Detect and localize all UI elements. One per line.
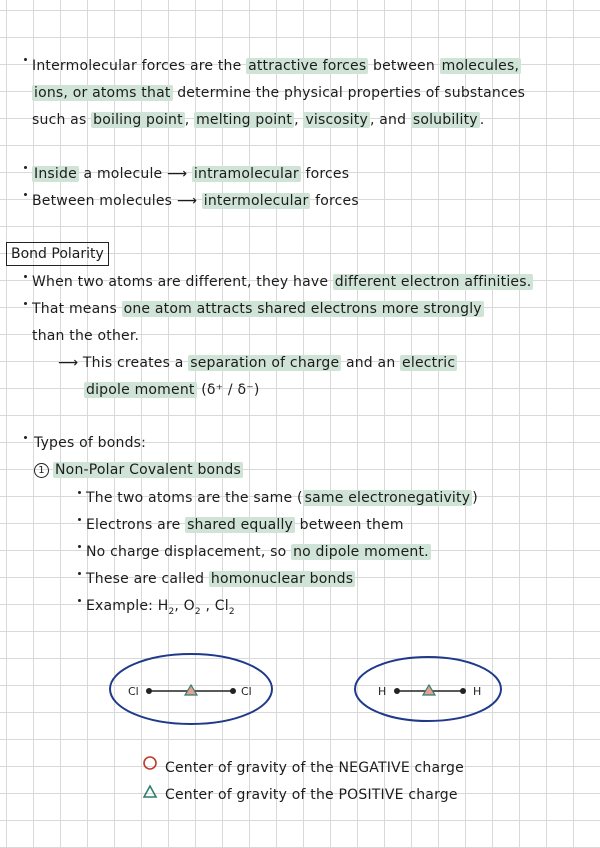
highlight: solubility xyxy=(412,112,478,128)
cl2-atom-right xyxy=(230,688,236,694)
text: When two atoms are different, they have xyxy=(32,274,333,290)
highlight: shared equally xyxy=(187,517,294,533)
highlight: Non-Polar Covalent bonds xyxy=(55,462,241,478)
text: No charge displacement, so xyxy=(86,544,292,560)
h2-atom-left xyxy=(394,688,400,694)
highlight: no dipole moment. xyxy=(293,544,429,560)
highlight: electric xyxy=(402,355,456,371)
legend-positive: Center of gravity of the POSITIVE charge xyxy=(165,787,458,803)
highlight: viscosity xyxy=(305,112,368,128)
highlight: one atom attracts shared electrons more strongly xyxy=(123,301,482,317)
text: (δ⁺ / δ⁻) xyxy=(196,382,260,398)
text: ) xyxy=(472,490,478,506)
text: Between molecules ⟶ xyxy=(32,193,202,209)
negative-circle-icon xyxy=(144,757,156,769)
subscript: 2 xyxy=(194,606,201,617)
positive-triangle-icon xyxy=(144,786,156,797)
types-title: Types of bonds: xyxy=(34,435,147,451)
highlight: intermolecular xyxy=(203,193,309,209)
text: Example: H xyxy=(86,598,169,614)
cl2-label-right: Cl xyxy=(241,685,252,698)
highlight: same electronegativity xyxy=(304,490,471,506)
text: a molecule ⟶ xyxy=(78,166,192,182)
number-circle: 1 xyxy=(34,463,49,478)
text: The two atoms are the same ( xyxy=(86,490,303,506)
highlight: intramolecular xyxy=(193,166,299,182)
text: These are called xyxy=(86,571,209,587)
positive-center-triangle-icon xyxy=(185,685,197,695)
text: , xyxy=(294,112,304,128)
subscript: 2 xyxy=(168,606,175,617)
text: and an xyxy=(341,355,401,371)
text: forces xyxy=(300,166,350,182)
text: , and xyxy=(369,112,411,128)
text: between xyxy=(368,58,440,74)
cl2-molecule xyxy=(110,654,272,724)
text: forces xyxy=(310,193,359,209)
h2-atom-right xyxy=(460,688,466,694)
positive-center-triangle-icon xyxy=(423,685,435,695)
subscript: 2 xyxy=(228,606,235,617)
highlight: dipole moment xyxy=(86,382,195,398)
highlight: melting point xyxy=(196,112,293,128)
bond-polarity-heading: Bond Polarity xyxy=(6,242,109,266)
text: , Cl xyxy=(200,598,229,614)
highlight: Inside xyxy=(34,166,77,182)
polarity-line-3: than the other. xyxy=(32,328,140,344)
h2-label-left: H xyxy=(378,685,387,698)
text: Electrons are xyxy=(86,517,186,533)
highlight: ions, or atoms that xyxy=(34,85,171,101)
highlight: attractive forces xyxy=(248,58,367,74)
text: That means xyxy=(32,301,122,317)
cl2-atom-left xyxy=(146,688,152,694)
text: , xyxy=(184,112,195,128)
highlight: homonuclear bonds xyxy=(210,571,354,587)
cl2-label-left: Cl xyxy=(128,685,139,698)
highlight: boiling point xyxy=(93,112,183,128)
highlight: different electron affinities. xyxy=(334,274,532,290)
text: such as xyxy=(32,112,92,128)
text: determine the physical properties of substances xyxy=(172,85,526,101)
h2-molecule xyxy=(355,657,501,721)
highlight: molecules, xyxy=(441,58,520,74)
text: , O xyxy=(174,598,195,614)
text: Intermolecular forces are the xyxy=(32,58,247,74)
highlight: separation of charge xyxy=(190,355,340,371)
h2-label-right: H xyxy=(473,685,482,698)
text: ⟶ This creates a xyxy=(58,355,189,371)
text: . xyxy=(479,112,485,128)
text: between them xyxy=(295,517,404,533)
legend-negative: Center of gravity of the NEGATIVE charge xyxy=(165,760,464,776)
